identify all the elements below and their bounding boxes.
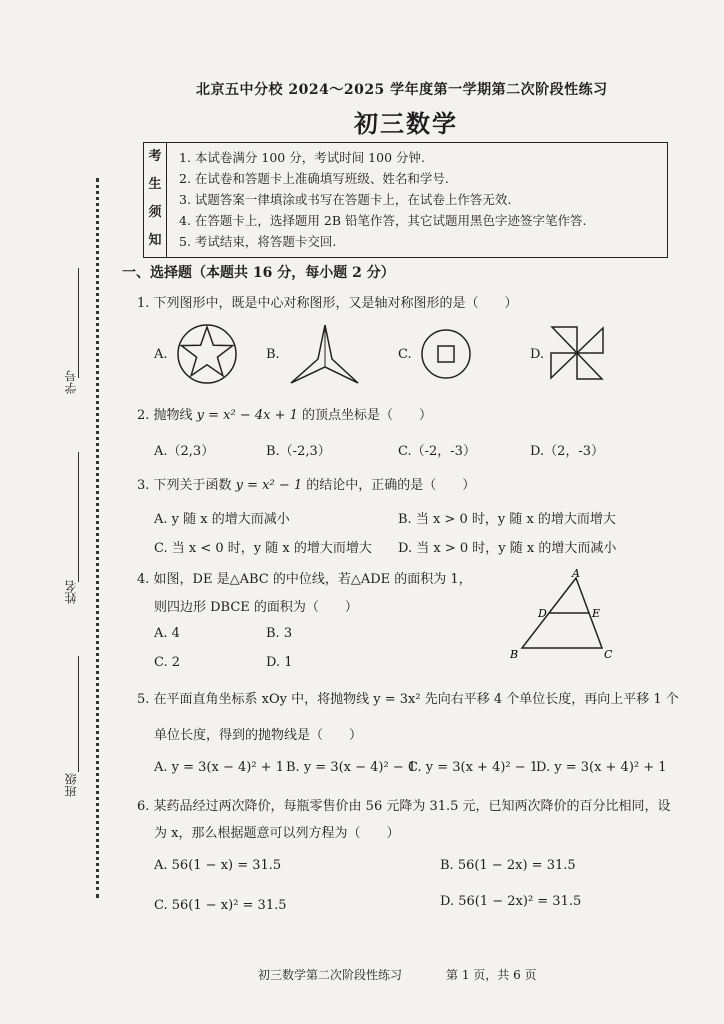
vertex-label-a: A (572, 567, 580, 580)
q2-option-d: D.（2，-3） (530, 444, 605, 459)
vertex-label-e: E (592, 607, 601, 620)
q4-stem-line2: 则四边形 DBCE 的面积为（ ） (154, 600, 358, 615)
notice-items (179, 147, 586, 252)
q5-option-d: D. y = 3(x + 4)² + 1 (536, 760, 667, 775)
notice-label-char: 须 (148, 205, 162, 220)
q4-option-c: C. 2 (154, 655, 181, 670)
q1-option-c-label: C. (398, 347, 412, 362)
binding-dotted-line (96, 178, 99, 898)
student-id-label: 学号 (64, 370, 78, 394)
q1-option-d-label: D. (530, 347, 545, 362)
notice-item: 1. 本试卷满分 100 分，考试时间 100 分钟. (179, 150, 425, 165)
page-title: 初三数学 (354, 109, 458, 138)
q1-figure-d-pinwheel (548, 324, 606, 382)
q1-figure-c-coin (420, 328, 472, 380)
q3-option-d: D. 当 x > 0 时，y 随 x 的增大而减小 (398, 541, 617, 556)
notice-label-char: 考 (148, 149, 162, 164)
class-label: 班级 (64, 773, 78, 797)
q3-option-b: B. 当 x > 0 时，y 随 x 的增大而增大 (398, 512, 616, 527)
notice-item: 2. 在试卷和答题卡上准确填写班级、姓名和学号. (179, 171, 449, 186)
q5-option-a: A. y = 3(x − 4)² + 1 (154, 760, 284, 775)
school-header: 北京五中分校 2024～2025 学年度第一学期第二次阶段性练习 (196, 82, 608, 98)
footer-title: 初三数学第二次阶段性练习 (258, 968, 403, 982)
notice-label-char: 生 (148, 177, 162, 192)
q3-stem-suffix: 的结论中，正确的是（ ） (302, 478, 476, 493)
q2-stem (137, 404, 432, 423)
exam-notice-box (143, 142, 668, 258)
q4-triangle-figure (504, 566, 624, 662)
notice-label-char: 知 (148, 233, 162, 248)
q5-stem: 5. 在平面直角坐标系 xOy 中，将抛物线 y = 3x² 先向右平移 4 个单位长度，再向上平移 1 个 (137, 692, 679, 707)
q6-option-c: C. 56(1 − x)² = 31.5 (154, 898, 287, 913)
vertex-label-c: C (604, 648, 613, 661)
q1-stem: 1. 下列图形中，既是中心对称图形，又是轴对称图形的是（ ） (137, 296, 518, 311)
notice-item: 4. 在答题卡上，选择题用 2B 铅笔作答，其它试题用黑色字迹签字笔作答. (179, 213, 587, 228)
q1-figure-b-three-blade (288, 323, 362, 385)
q2-stem-prefix: 2. 抛物线 (137, 408, 197, 423)
q1-option-b-label: B. (266, 347, 280, 362)
q5-stem-line2: 单位长度，得到的抛物线是（ ） (154, 728, 363, 743)
q6-option-d: D. 56(1 − 2x)² = 31.5 (440, 894, 582, 909)
q6-option-b: B. 56(1 − 2x) = 31.5 (440, 858, 576, 873)
q1-figure-a-star-in-circle (176, 323, 238, 385)
q2-option-b: B.（-2,3） (266, 444, 331, 459)
q6-stem: 6. 某药品经过两次降价，每瓶零售价由 56 元降为 31.5 元，已知两次降价的百分比相同，设 (137, 799, 671, 814)
page-number: 第 1 页，共 6 页 (446, 968, 537, 982)
q3-expression: y = x² − 1 (235, 478, 303, 493)
q4-option-a: A. 4 (154, 626, 180, 641)
q4-stem: 4. 如图，DE 是△ABC 的中位线，若△ADE 的面积为 1， (137, 572, 472, 587)
q1-option-a-label: A. (154, 347, 168, 362)
q5-option-c: C. y = 3(x + 4)² − 1 (408, 760, 539, 775)
q4-option-d: D. 1 (266, 655, 293, 670)
q2-stem-suffix: 的顶点坐标是（ ） (297, 408, 433, 423)
name-label: 姓名 (64, 580, 78, 604)
q6-option-a: A. 56(1 − x) = 31.5 (154, 858, 282, 873)
q6-stem-line2: 为 x，那么根据题意可以列方程为（ ） (154, 826, 400, 841)
q3-option-a: A. y 随 x 的增大而减小 (154, 512, 290, 527)
q3-option-c: C. 当 x < 0 时，y 随 x 的增大而增大 (154, 541, 372, 556)
q2-expression: y = x² − 4x + 1 (196, 408, 298, 423)
vertex-label-d: D (538, 607, 547, 620)
q4-option-b: B. 3 (266, 626, 293, 641)
notice-item: 3. 试题答案一律填涂或书写在答题卡上，在试卷上作答无效. (179, 192, 512, 207)
notice-label (144, 143, 167, 257)
q5-option-b: B. y = 3(x − 4)² − 1 (286, 760, 417, 775)
notice-item: 5. 考试结束，将答题卡交回. (179, 234, 337, 249)
q2-option-c: C.（-2，-3） (398, 444, 476, 459)
class-fill-line (78, 656, 79, 772)
section-heading: 一、选择题（本题共 16 分，每小题 2 分） (122, 265, 395, 281)
vertex-label-b: B (510, 648, 519, 661)
q3-stem-prefix: 3. 下列关于函数 (137, 478, 236, 493)
student-id-fill-line (78, 268, 79, 378)
name-fill-line (78, 452, 79, 582)
q2-option-a: A.（2,3） (154, 444, 215, 459)
q3-stem (137, 474, 475, 493)
